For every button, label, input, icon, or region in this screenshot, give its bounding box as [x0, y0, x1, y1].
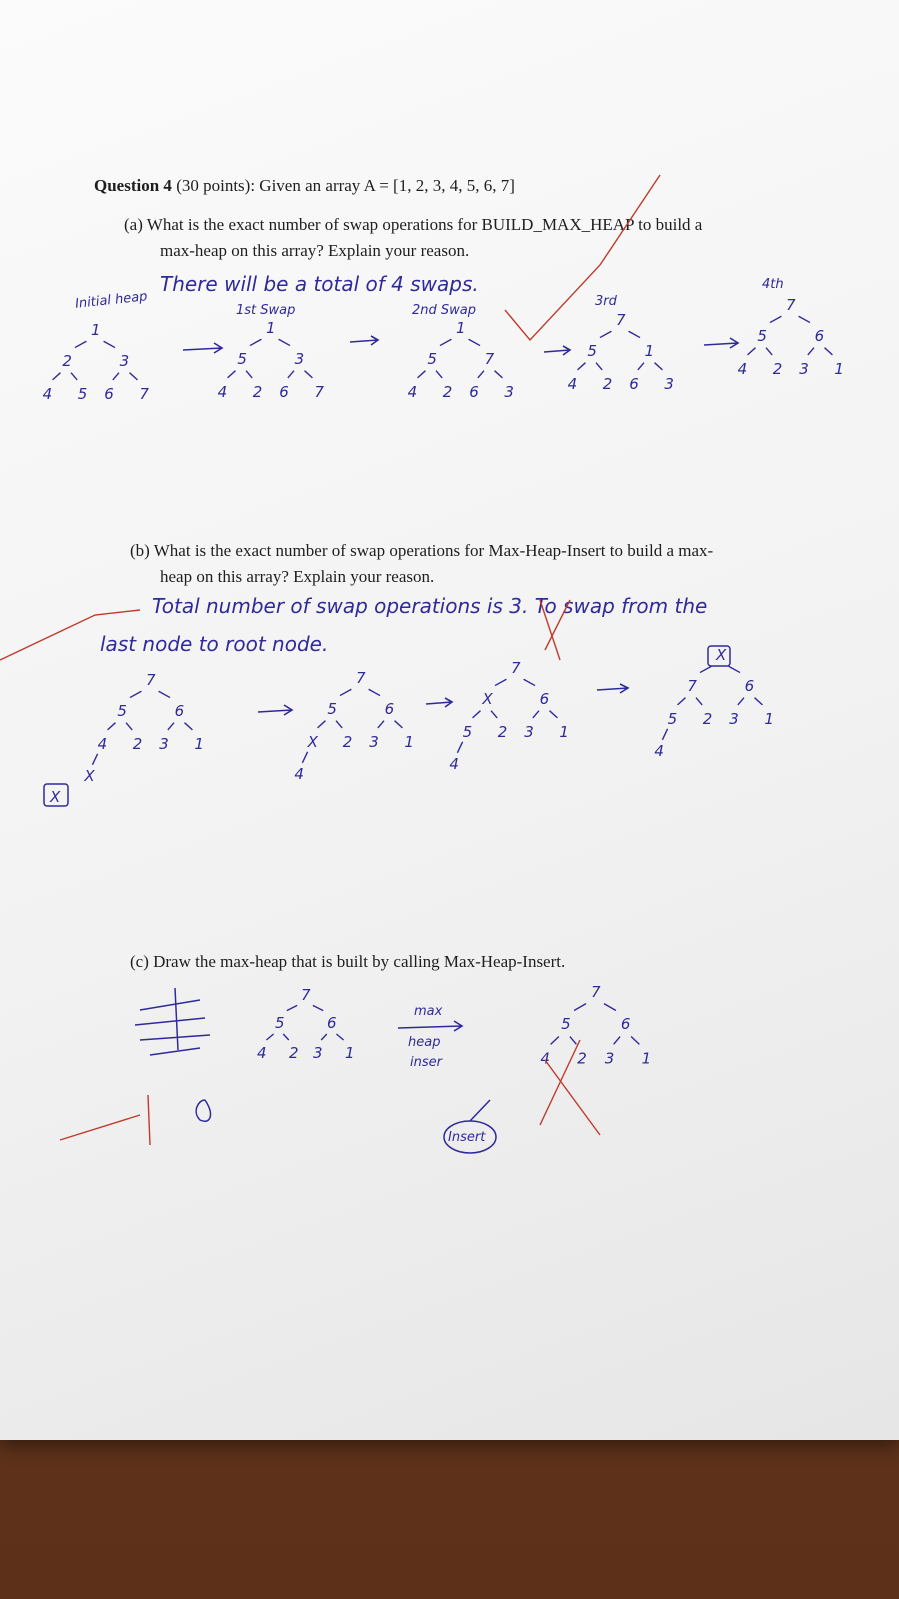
tree-edge [604, 1004, 616, 1011]
tree-edge [570, 1037, 576, 1045]
grader-checkmark [505, 175, 660, 340]
tree-node-l: 5 [561, 1015, 571, 1034]
tree-edge-extra [662, 729, 667, 740]
grader-line-c [60, 1095, 150, 1145]
tree-node-root: 7 [146, 671, 156, 689]
tree-edge [369, 689, 380, 695]
grader-line-b [0, 610, 140, 660]
tree-edge [250, 339, 261, 345]
tree-node-rl: 6 [629, 374, 639, 393]
tree-edge [71, 373, 77, 380]
label-second-swap: 2nd Swap [412, 303, 476, 318]
tree-edge [491, 711, 497, 718]
tree-edge [104, 341, 115, 347]
tree-node-r: 6 [174, 701, 185, 720]
tree-node-ll: 4 [42, 384, 53, 403]
tree-edge [799, 316, 810, 322]
tree-node-rr: 3 [664, 374, 674, 393]
label-initial-heap: Initial heap [74, 289, 149, 312]
tree-node-r: 1 [644, 341, 655, 360]
part-b-answer-line-2: last node to root node. [100, 632, 329, 656]
tree-edge [478, 371, 484, 378]
tree-edge [340, 689, 351, 695]
tree-node-root: 7 [786, 296, 796, 314]
tree-node-extra: X [84, 766, 95, 785]
tree-edge [336, 721, 342, 728]
tree-edge [614, 1037, 620, 1045]
tree-edge [629, 331, 640, 337]
part-a-tree-1 [43, 321, 150, 403]
tree-edge [130, 373, 138, 380]
tree-node-r: 6 [620, 1015, 631, 1034]
tree-edge [108, 723, 116, 730]
tree-edge [53, 373, 61, 380]
tree-node-rl: 3 [524, 722, 534, 741]
part-a-tree-5 [738, 296, 844, 378]
arrow-label-heap: heap [408, 1035, 441, 1050]
tree-edge [631, 1037, 639, 1045]
tree-edge-extra [457, 742, 462, 753]
tree-edge [524, 679, 535, 685]
tree-node-ll: 4 [407, 382, 418, 401]
tree-edge [279, 339, 290, 345]
arrow-a-2 [350, 336, 378, 345]
arrow-a-3 [544, 346, 570, 355]
tree-node-r: 6 [539, 689, 550, 708]
tree-node-r: 6 [327, 1014, 337, 1032]
tree-node-root: 7 [511, 659, 521, 677]
tree-edge [126, 723, 132, 730]
tree-node-rr: 1 [345, 1044, 355, 1062]
question-points: (30 points) [176, 176, 251, 195]
tree-node-ll: 4 [217, 382, 228, 401]
part-a-heap-trees [43, 296, 844, 403]
tree-edge [770, 316, 781, 322]
tree-node-ll: 5 [667, 709, 678, 728]
arrow-a-1 [183, 343, 222, 353]
tree-edge-extra [302, 752, 307, 763]
tree-edge [469, 339, 480, 345]
tree-edge [283, 1034, 289, 1040]
tree-edge [168, 723, 174, 730]
tree-node-rl: 3 [729, 709, 739, 728]
question-prompt: : Given an array A = [1, 2, 3, 4, 5, 6, 7] [250, 176, 515, 195]
tree-node-r: 7 [484, 349, 495, 368]
tree-node-l: X [482, 689, 493, 708]
label-third-swap: 3rd [595, 294, 617, 309]
tree-node-ll: 4 [97, 734, 108, 753]
tree-edge [678, 698, 686, 705]
scribble-loop [196, 1100, 210, 1121]
label-fourth-swap: 4th [762, 277, 784, 292]
tree-node-root: 1 [456, 319, 466, 337]
tree-edge [808, 348, 814, 355]
tree-node-r: 3 [119, 351, 130, 370]
tree-edge [321, 1034, 327, 1040]
part-b-question-line-1: (b) What is the exact number of swap operations for Max-Heap-Insert to build a max- [130, 541, 714, 560]
tree-node-ll: 4 [737, 359, 748, 378]
tree-edge [638, 363, 644, 370]
part-c-tree-right [540, 983, 651, 1068]
tree-node-r: 3 [294, 349, 305, 368]
arrow-label-insert: inser [410, 1055, 442, 1070]
tree-edge [378, 721, 384, 728]
tree-node-ll: X [307, 732, 318, 751]
part-b-heap-trees [83, 646, 774, 785]
tree-edge [75, 341, 86, 347]
tree-edge [748, 348, 756, 355]
tree-node-rr: 7 [139, 384, 149, 403]
part-c-arrow [398, 1021, 462, 1031]
part-b-tree-3 [449, 659, 569, 773]
arrow-label-max: max [414, 1004, 443, 1019]
part-b-tree-4 [654, 646, 774, 760]
box-marks [44, 646, 730, 1153]
tree-node-l: 5 [327, 699, 337, 718]
part-a-tree-4 [568, 311, 674, 393]
tree-node-ll: 4 [257, 1044, 267, 1062]
tree-edge [318, 721, 326, 728]
part-b-tree-2 [294, 669, 414, 783]
tree-node-l: 5 [275, 1014, 285, 1032]
insert-bubble [444, 1121, 496, 1153]
part-a-tree-2 [218, 319, 325, 401]
part-b-answer-line-1: Total number of swap operations is 3. To swap from the [152, 594, 708, 618]
tree-edge [825, 348, 833, 355]
tree-edge [313, 1005, 323, 1010]
tree-edge [696, 698, 702, 705]
arrow-b-2 [426, 698, 452, 707]
arrow-b-3 [597, 684, 628, 693]
tree-node-rr: 1 [641, 1049, 652, 1068]
tree-node-lr: 2 [577, 1049, 587, 1068]
tree-node-lr: 2 [252, 382, 263, 401]
tree-node-root: 7 [616, 311, 626, 329]
tree-node-rr: 1 [559, 722, 569, 741]
tree-edge [287, 1005, 297, 1010]
tree-node-root: 7 [301, 986, 311, 1004]
arrow-c [398, 1021, 462, 1031]
tree-node-lr: 2 [442, 382, 453, 401]
part-b-tree-1 [83, 671, 204, 785]
tree-edge [266, 1034, 273, 1040]
tree-node-rr: 3 [504, 382, 514, 401]
arrow-b-1 [258, 705, 292, 715]
tree-node-root: 7 [356, 669, 366, 687]
tree-node-l: 7 [687, 676, 697, 695]
tree-edge [440, 339, 451, 345]
part-a-question-line-2: max-heap on this array? Explain your reason. [160, 241, 470, 260]
tree-node-lr: 2 [342, 732, 353, 751]
tree-node-l: 5 [757, 326, 767, 345]
insert-bubble-stem [470, 1100, 490, 1121]
tree-node-extra: 4 [449, 754, 459, 773]
tree-node-extra: 4 [654, 741, 664, 760]
tree-edge [288, 371, 294, 378]
tree-node-rl: 3 [369, 732, 379, 751]
tree-edge [305, 371, 313, 378]
part-a-question-line-1: (a) What is the exact number of swap operations for BUILD_MAX_HEAP to build a [124, 215, 703, 234]
tree-edge [578, 363, 586, 370]
tree-node-rr: 1 [834, 359, 844, 378]
tree-edge [596, 363, 602, 370]
tree-edge [130, 691, 141, 697]
tree-node-r: 6 [814, 326, 825, 345]
tree-node-rr: 1 [404, 732, 414, 751]
tree-node-ll: 5 [462, 722, 473, 741]
tree-edge [729, 666, 740, 672]
tree-node-lr: 5 [77, 384, 88, 403]
insert-bubble-label: Insert [448, 1130, 486, 1145]
part-b-question-line-2: heap on this array? Explain your reason. [160, 567, 435, 586]
tree-edge-extra [92, 754, 97, 765]
tree-edge [246, 371, 252, 378]
part-a-answer: There will be a total of 4 swaps. [160, 272, 479, 296]
tree-node-root: X [716, 646, 727, 664]
tree-edge [766, 348, 772, 355]
tree-node-l: 5 [117, 701, 127, 720]
tree-node-l: 5 [587, 341, 597, 360]
tree-edge [550, 711, 558, 718]
tree-edge [418, 371, 426, 378]
tree-edge [395, 721, 403, 728]
tree-node-rr: 1 [764, 709, 774, 728]
tree-node-rl: 3 [799, 359, 809, 378]
tree-node-root: 1 [91, 321, 101, 339]
tree-edge [700, 666, 711, 672]
tree-node-lr: 2 [602, 374, 613, 393]
tree-edge [533, 711, 539, 718]
tree-edge [495, 679, 506, 685]
grader-x-b [540, 600, 570, 660]
tree-node-rr: 1 [194, 734, 204, 753]
tree-node-root: 7 [591, 983, 601, 1001]
tree-edge [336, 1034, 343, 1040]
tree-node-l: 5 [427, 349, 437, 368]
tree-edge [436, 371, 442, 378]
tree-node-rl: 3 [313, 1044, 323, 1062]
tree-node-r: 6 [384, 699, 395, 718]
arrow-a-4 [704, 338, 738, 348]
tree-edge [655, 363, 663, 370]
box-mark-text: X [50, 788, 61, 806]
part-c-heap-trees [257, 983, 651, 1068]
tree-node-ll: 4 [540, 1049, 550, 1068]
question-number: Question 4 [94, 176, 172, 195]
tree-edge [185, 723, 193, 730]
scribble-lines [135, 988, 210, 1055]
tree-edge [473, 711, 481, 718]
part-b-arrows [258, 684, 628, 715]
tree-node-rl: 3 [159, 734, 169, 753]
tree-node-ll: 4 [567, 374, 578, 393]
tree-node-lr: 2 [289, 1044, 299, 1062]
part-a-arrows [183, 336, 738, 355]
tree-node-extra: 4 [294, 764, 304, 783]
tree-node-lr: 2 [132, 734, 143, 753]
part-c-question-line: (c) Draw the max-heap that is built by calling Max-Heap-Insert. [130, 952, 566, 971]
tree-edge [755, 698, 763, 705]
tree-edge [600, 331, 611, 337]
label-first-swap: 1st Swap [236, 303, 296, 318]
tree-edge [574, 1004, 586, 1011]
tree-edge [551, 1037, 559, 1045]
tree-node-r: 6 [744, 676, 755, 695]
tree-node-rl: 3 [604, 1049, 615, 1068]
tree-node-lr: 2 [497, 722, 508, 741]
tree-node-rl: 6 [104, 384, 114, 403]
tree-node-root: 1 [266, 319, 276, 337]
part-c-tree-left [257, 986, 355, 1062]
tree-node-l: 2 [62, 351, 72, 370]
tree-node-rl: 6 [469, 382, 479, 401]
tree-node-lr: 2 [772, 359, 783, 378]
tree-node-lr: 2 [702, 709, 713, 728]
tree-edge [159, 691, 170, 697]
tree-node-rl: 6 [279, 382, 289, 401]
tree-node-l: 5 [237, 349, 247, 368]
tree-edge [228, 371, 236, 378]
part-a-tree-3 [408, 319, 514, 401]
tree-edge [113, 373, 119, 380]
crossed-out-scribble [135, 988, 210, 1121]
tree-edge [495, 371, 503, 378]
tree-node-rr: 7 [314, 382, 324, 401]
tree-edge [738, 698, 744, 705]
